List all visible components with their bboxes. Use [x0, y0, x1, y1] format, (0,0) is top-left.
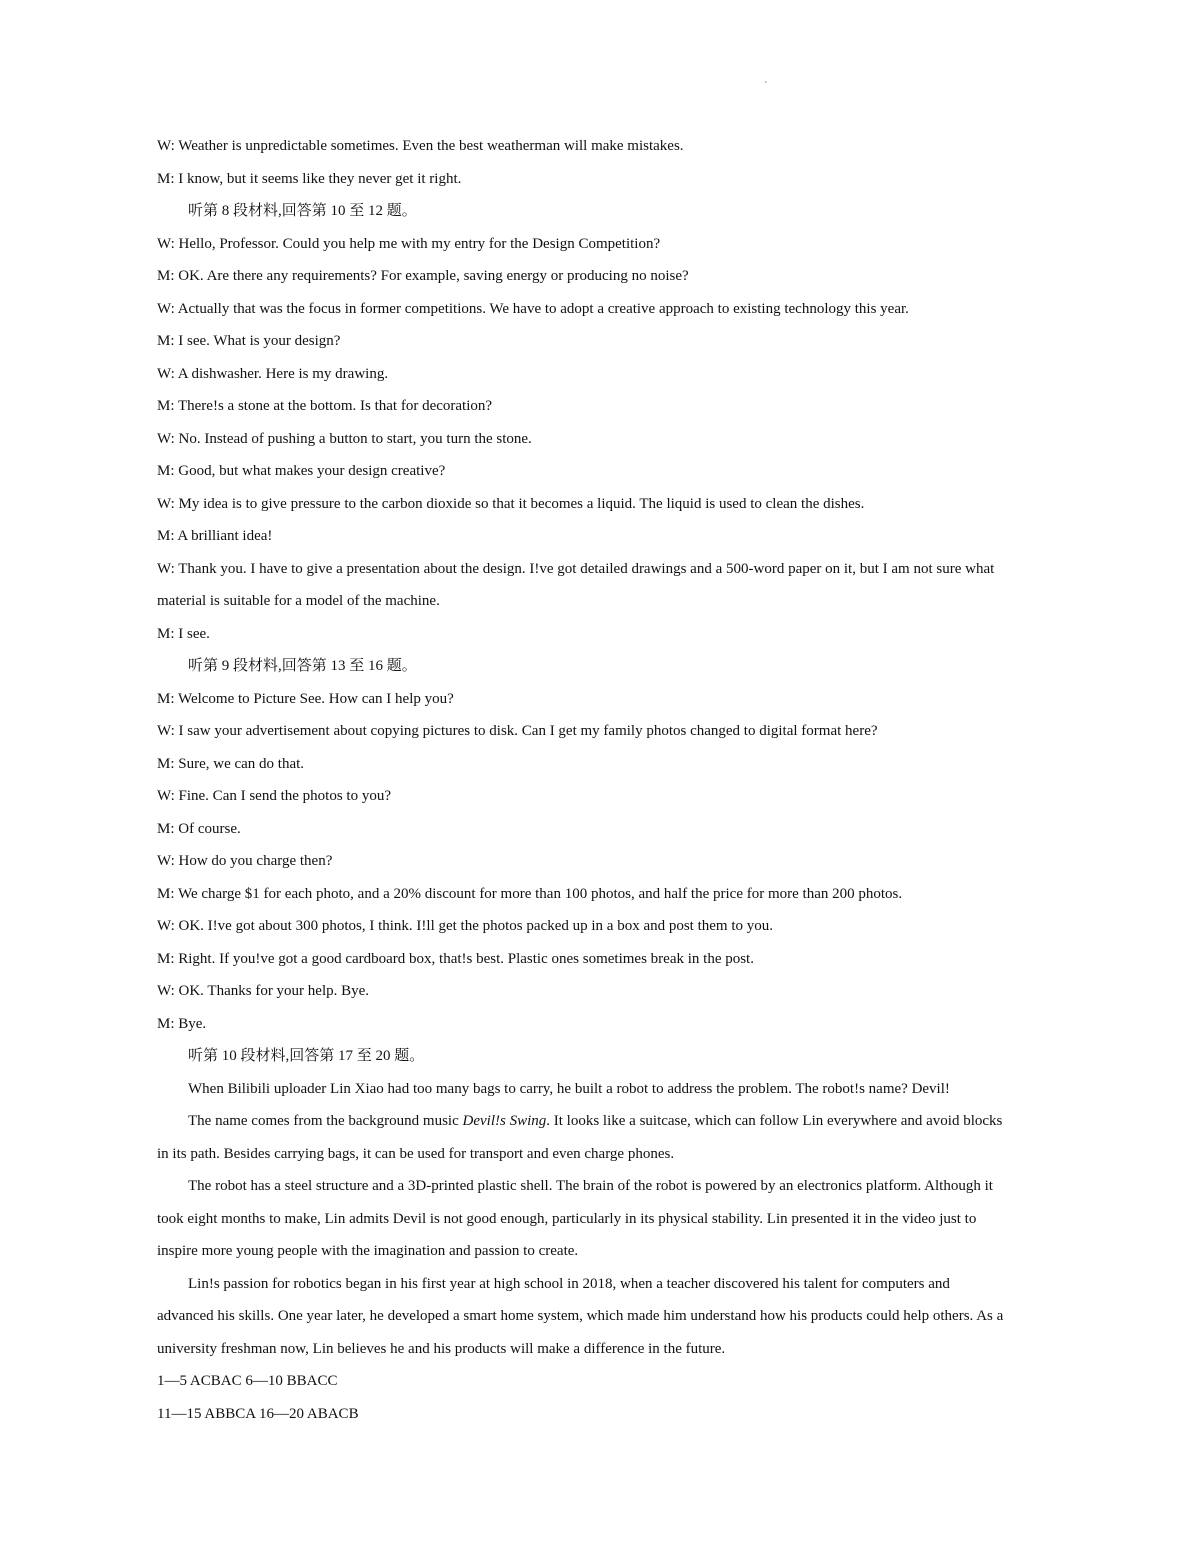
dialogue-line: M: Of course. [157, 820, 241, 837]
dialogue-line: M: Sure, we can do that. [157, 755, 305, 772]
dialogue-line: W: How do you charge then? [157, 853, 333, 869]
dialogue-line: M: Right. If you!ve got a good cardboard box, that!s best. Plastic ones sometimes break in the post. [157, 950, 754, 967]
dialogue-line: W: Actually that was the focus in former competitions. We have to adopt a creative approach to existing technology this year. [157, 300, 909, 317]
section-heading-10: 听第 10 段材料,回答第 17 至 20 题。 [188, 1048, 425, 1064]
section-heading-8: 听第 8 段材料,回答第 10 至 12 题。 [188, 203, 417, 219]
dialogue-line: W: OK. I!ve got about 300 photos, I think. I!ll get the photos packed up in a box and post them to you. [157, 918, 774, 934]
monologue-paragraph-2-line-1 [157, 1105, 1047, 1138]
paragraph-text: The name comes from the background music [188, 1113, 463, 1129]
monologue-paragraph-3-line-1: The robot has a steel structure and a 3D-printed plastic shell. The brain of the robot is powered by an electronics platform. Although it [188, 1178, 993, 1194]
monologue-paragraph-4-line-1: Lin!s passion for robotics began in his first year at high school in 2018, when a teacher discovered his talent for computers and [188, 1275, 950, 1292]
dialogue-line: W: Fine. Can I send the photos to you? [157, 788, 391, 804]
dialogue-line-continued: material is suitable for a model of the machine. [157, 593, 440, 609]
dialogue-line: M: Welcome to Picture See. How can I help you? [157, 690, 454, 707]
dialogue-line: W: No. Instead of pushing a button to start, you turn the stone. [157, 430, 532, 447]
dialogue-line: M: A brilliant idea! [157, 528, 273, 544]
dialogue-line: M: Good, but what makes your design creative? [157, 463, 446, 479]
dialogue-line: W: I saw your advertisement about copying pictures to disk. Can I get my family photos changed to digital format here? [157, 723, 878, 739]
monologue-paragraph-2-line-2: in its path. Besides carrying bags, it can be used for transport and even charge phones. [157, 1145, 675, 1162]
dialogue-line: M: We charge $1 for each photo, and a 20% discount for more than 100 photos, and half the price for more than 200 photos. [157, 885, 903, 902]
monologue-paragraph-1: When Bilibili uploader Lin Xiao had too many bags to carry, he built a robot to address the problem. The robot!s name? Devil! [188, 1080, 950, 1097]
monologue-paragraph-4-line-2: advanced his skills. One year later, he developed a smart home system, which made him understand how his products could help others. As a [157, 1308, 1004, 1324]
monologue-paragraph-3-line-2: took eight months to make, Lin admits Devil is not good enough, particularly in its physical stability. Lin presented it in the video just to [157, 1210, 977, 1227]
dialogue-line: M: There!s a stone at the bottom. Is that for decoration? [157, 398, 493, 414]
dialogue-line: W: A dishwasher. Here is my drawing. [157, 365, 389, 382]
dialogue-line: M: OK. Are there any requirements? For example, saving energy or producing no noise? [157, 268, 689, 284]
monologue-paragraph-4-line-3: university freshman now, Lin believes he and his products will make a difference in the future. [157, 1340, 726, 1357]
header-mark: ' [765, 80, 767, 91]
song-title: Devil!s Swing [462, 1113, 547, 1129]
section-heading-9: 听第 9 段材料,回答第 13 至 16 题。 [188, 658, 417, 674]
dialogue-line: W: Thank you. I have to give a presentation about the design. I!ve got detailed drawings and a 500-word paper on it, but I am not sure what [157, 560, 995, 577]
answer-key-line: 11—15 ABBCA 16—20 ABACB [157, 1405, 359, 1422]
paragraph-text: . It looks like a suitcase, which can follow Lin everywhere and avoid blocks [546, 1113, 1003, 1129]
dialogue-line: M: I see. [157, 625, 210, 642]
dialogue-line: M: I know, but it seems like they never get it right. [157, 170, 462, 187]
answer-key-line: 1—5 ACBAC 6—10 BBACC [157, 1373, 338, 1389]
dialogue-line: W: My idea is to give pressure to the carbon dioxide so that it becomes a liquid. The liquid is used to clean the dishes. [157, 495, 865, 512]
dialogue-line: W: OK. Thanks for your help. Bye. [157, 983, 370, 999]
dialogue-line: M: I see. What is your design? [157, 333, 341, 349]
dialogue-line: W: Weather is unpredictable sometimes. Even the best weatherman will make mistakes. [157, 138, 684, 154]
dialogue-line: W: Hello, Professor. Could you help me with my entry for the Design Competition? [157, 235, 661, 252]
transcript-page [157, 130, 1047, 1430]
dialogue-line: M: Bye. [157, 1015, 207, 1032]
monologue-paragraph-3-line-3: inspire more young people with the imagination and passion to create. [157, 1243, 579, 1259]
